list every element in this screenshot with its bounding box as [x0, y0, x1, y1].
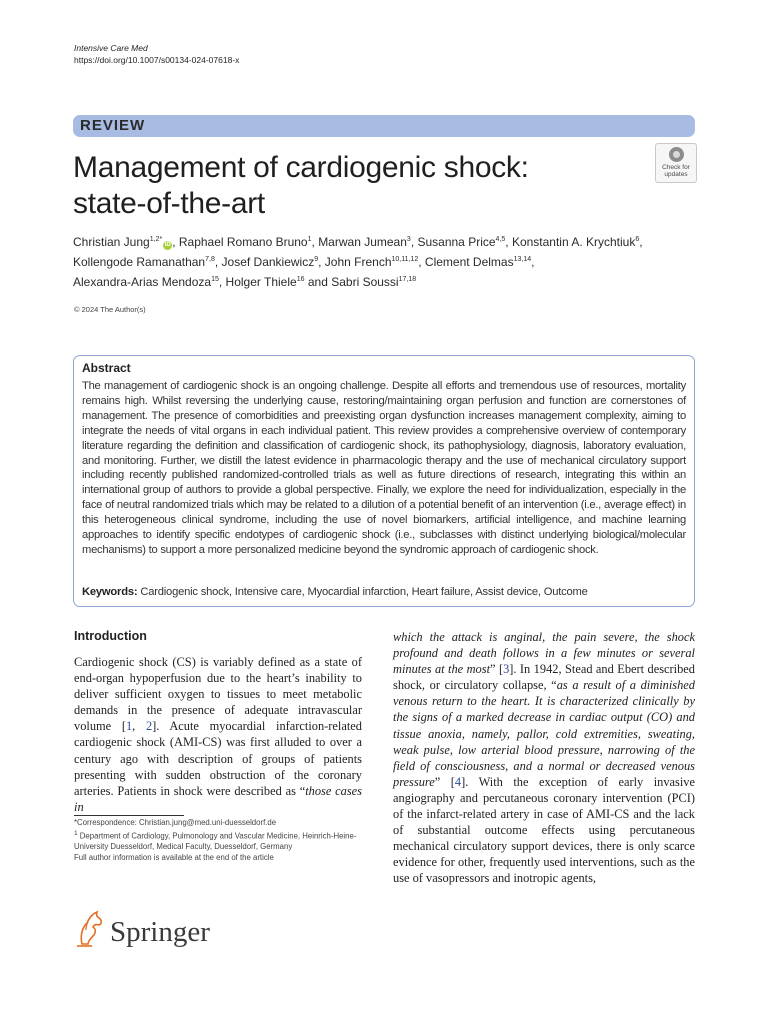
- affiliation-footnote: $^1$ Department of Cardiology, Pulmonology and Vascular Medicine, Heinrich-Heine-University Duesseldorf, Medical Faculty, Duesseldorf, Germany: [74, 829, 357, 852]
- springer-horse-icon: [74, 908, 106, 948]
- author-name[interactable]: Sabri Soussi: [331, 275, 399, 289]
- title-line-1: Management of cardiogenic shock:: [73, 151, 529, 184]
- journal-name: Intensive Care Med: [74, 43, 148, 53]
- publisher-name: Springer: [110, 916, 210, 948]
- author-name[interactable]: Clement Delmas: [424, 255, 514, 269]
- citation-link[interactable]: 1: [125, 719, 133, 734]
- badge-text: Check for updates: [662, 164, 690, 178]
- author-name[interactable]: John French: [324, 255, 392, 269]
- orcid-icon[interactable]: iD: [164, 242, 171, 248]
- author-name[interactable]: Christian Jung: [73, 235, 150, 249]
- check-for-updates-button[interactable]: [655, 143, 697, 183]
- author-info-note: Full author information is available at the end of the article: [74, 853, 274, 863]
- author-list: Christian Jung$^{1,2*}$iD , Raphael Romano Bruno$^1$, Marwan Jumean$^3$, Susanna Price$^{4,5}$, Konstantin A. Krychtiuk$^6$, Kollengode Ramanathan$^{7,8}$, Josef Dankiewicz$^9$, John French$^{10,11,12}$, Clement Delmas$^{13,14}$, Alexandra-Arias Mendoza$^{15}$, Holger Thiele$^{16}$ and Sabri Soussi$^{17,18}$: [73, 235, 643, 289]
- journal-header: [74, 42, 239, 66]
- author-name[interactable]: Marwan Jumean: [318, 235, 407, 249]
- title-line-2: state-of-the-art: [73, 187, 265, 220]
- author-name[interactable]: Konstantin A. Krychtiuk: [511, 235, 636, 249]
- author-name[interactable]: Raphael Romano Bruno: [178, 235, 308, 249]
- citation-link[interactable]: 2: [145, 719, 153, 734]
- abstract-box: [73, 355, 695, 607]
- author-name[interactable]: Holger Thiele: [225, 275, 297, 289]
- footnote-divider: [74, 815, 184, 816]
- author-name[interactable]: Josef Dankiewicz: [221, 255, 315, 269]
- abstract-text: The management of cardiogenic shock is an ongoing challenge. Despite all efforts and tremendous use of resources, mortality remains high. Whilst reversing the underlying cause, restoring/maintaining organ perfusion and function are cornerstones of management. The presence of comorbidities and preexisting organ dysfunction increases management complexity, aiming to integrate the needs of vital organs in each individual patient. This review provides a comprehensive overview of contemporary literature regarding the definition and classification of cardiogenic shock, its pathophysiology, diagnosis, laboratory evaluation, and monitoring. Further, we distill the latest evidence in pharmacologic therapy and the use of mechanical circulatory support including recently published randomized-controlled trials as well as future directions of research, integrating this within an international group of authors to provide a global perspective. Finally, we explore the need for individualization, especially in the face of neutral randomized trials which may be related to a dilution of a potential benefit of an intervention (i.e., average effect) in this heterogeneous clinical syndrome, including the use of novel biomarkers, artificial intelligence, and machine learning approaches to identify specific endotypes of cardiogenic shock (i.e., subclasses with distinct underlying biological/molecular mechanisms) to support a more personalized medicine beyond the syndromic approach of cardiogenic shock.: [82, 380, 686, 556]
- body-column-left: Cardiogenic shock (CS) is variably defined as a state of end-organ hypoperfusion due to the heart’s inability to deliver sufficient oxygen to tissues to meet metabolic demands in the presence of adequate intravascular volume [1, 2]. Acute myocardial infarction-related cardiogenic shock (AMI-CS) was first alluded to over a century ago with description of groups of patients presenting with sudden obstruction of the coronary arteries. Patients in shock were described as “those cases in: [74, 655, 362, 814]
- keywords: [82, 586, 588, 598]
- keywords-list: Cardiogenic shock, Intensive care, Myocardial infarction, Heart failure, Assist device, Outcome: [140, 586, 588, 598]
- footnotes: [74, 818, 364, 864]
- author-name[interactable]: Susanna Price: [417, 235, 496, 249]
- keywords-label: Keywords:: [82, 586, 138, 598]
- introduction-heading: Introduction: [74, 629, 147, 643]
- copyright-notice: © 2024 The Author(s): [74, 305, 146, 314]
- author-name[interactable]: Alexandra-Arias Mendoza: [73, 275, 212, 289]
- section-banner: [73, 115, 695, 137]
- section-label: REVIEW: [80, 117, 146, 134]
- citation-link[interactable]: 4: [454, 774, 462, 789]
- citation-link[interactable]: 3: [503, 662, 510, 677]
- correspondence-email[interactable]: *Correspondence: Christian.jung@med.uni-duesseldorf.de: [74, 818, 277, 827]
- article-title: [73, 150, 633, 222]
- body-column-right: which the attack is anginal, the pain severe, the shock profound and death follows in a few minutes or several minutes at the most” [3]. In 1942, Stead and Ebert described shock, or circulatory collapse, “as a result of a diminished venous return to the heart. It is characterized clinically by the signs of a marked decrease in cardiac output (CO) and tissue anoxia, namely, pallor, cold extremities, sweating, weak pulse, low arterial blood pressure, narrowing of the field of consciousness, and a normal or decreased venous pressure” [4]. With the exception of early invasive angiography and percutaneous coronary intervention (PCI) of the infarct-related artery in case of AMI-CS and the lack of substantial outcome effects using percutaneous mechanical circulatory support devices, there is only scarce evidence for other, frequently used interventions, such as the use of vasopressors and inotropic agents,: [393, 630, 695, 886]
- author-name[interactable]: Kollengode Ramanathan: [73, 255, 206, 269]
- update-check-icon: [669, 147, 684, 162]
- abstract-heading: Abstract: [82, 361, 131, 375]
- doi-link[interactable]: https://doi.org/10.1007/s00134-024-07618-x: [74, 55, 240, 65]
